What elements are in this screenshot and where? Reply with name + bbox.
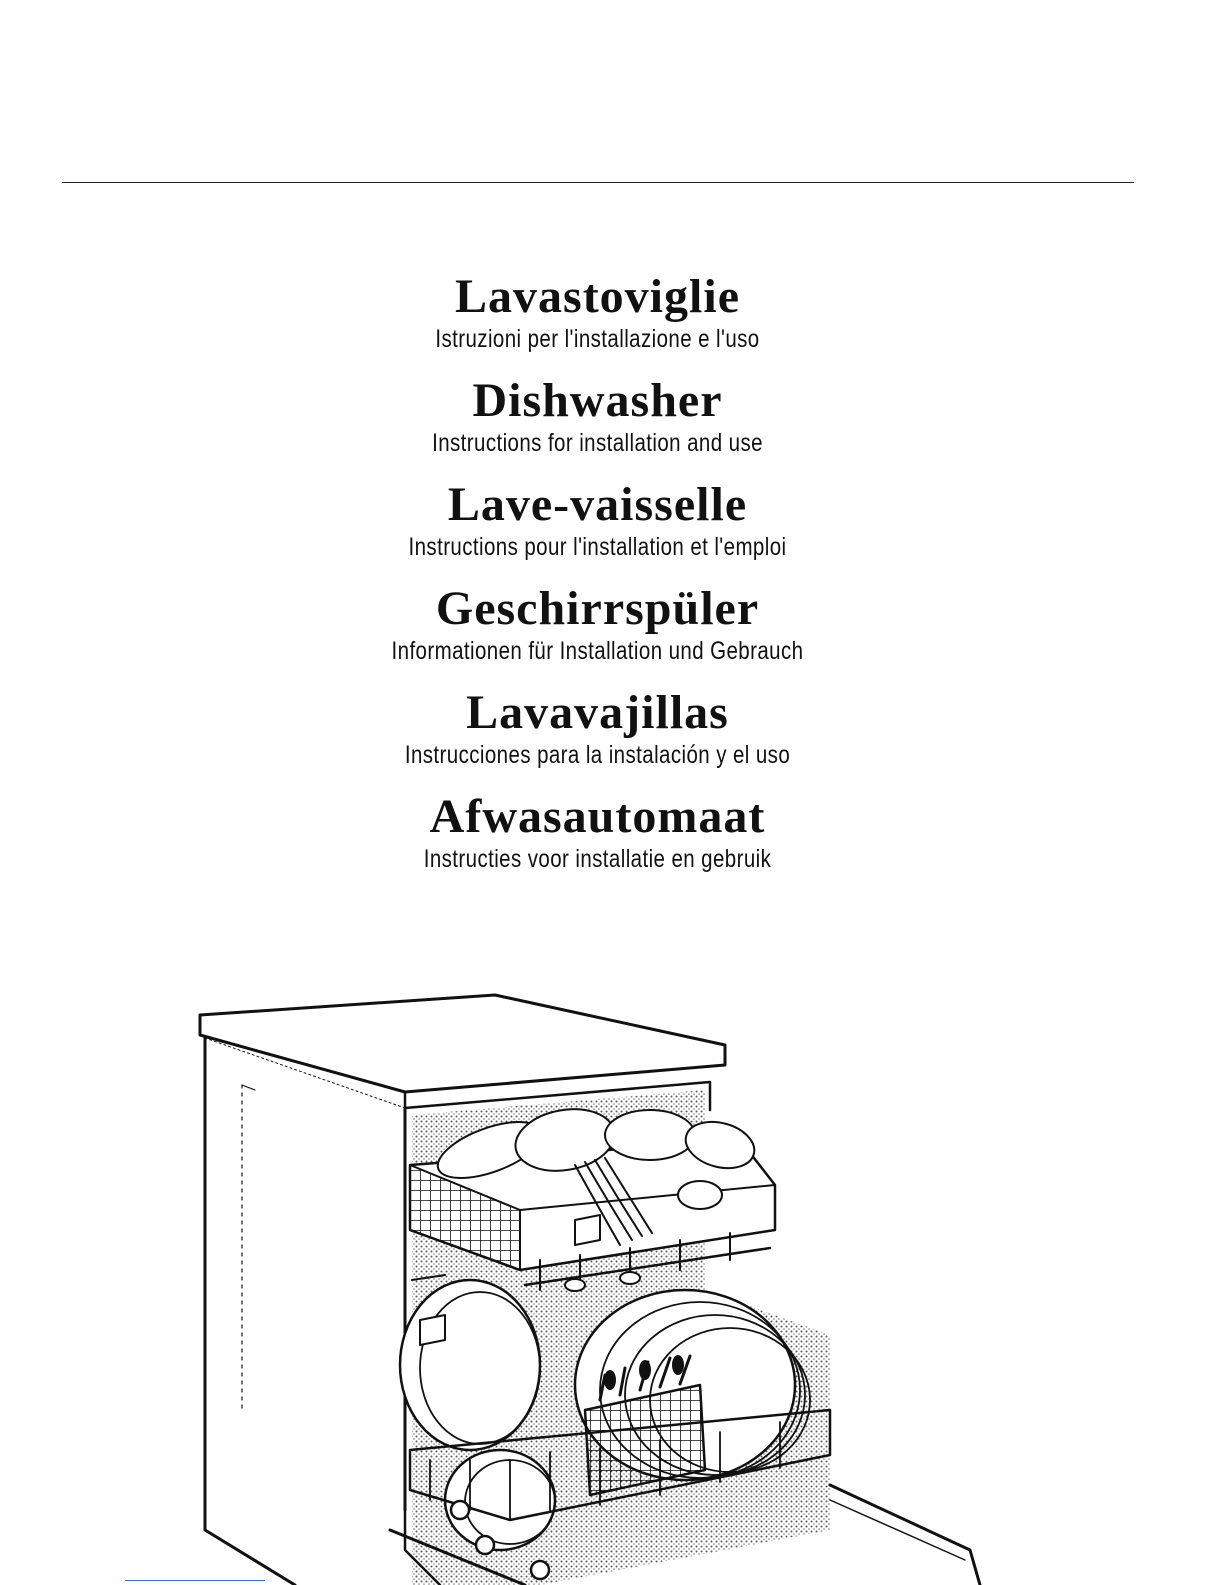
language-block-english bbox=[0, 374, 1195, 458]
bottom-divider bbox=[125, 1580, 265, 1581]
language-block-french bbox=[0, 478, 1195, 562]
language-block-spanish bbox=[0, 686, 1195, 770]
title-spanish: Lavavajillas bbox=[466, 686, 729, 739]
subtitle-dutch: Instructies voor installatie en gebruik bbox=[423, 845, 772, 873]
subtitle-german: Informationen für Installation und Gebrauch bbox=[391, 637, 804, 665]
title-italian: Lavastoviglie bbox=[455, 270, 740, 323]
title-german: Geschirrspüler bbox=[435, 582, 760, 635]
top-divider bbox=[62, 182, 1134, 183]
title-dutch: Afwasautomaat bbox=[429, 790, 766, 843]
subtitle-french: Instructions pour l'installation et l'emploi bbox=[408, 533, 787, 561]
language-block-italian bbox=[0, 270, 1195, 354]
subtitle-italian: Istruzioni per l'installazione e l'uso bbox=[435, 325, 760, 353]
language-block-german bbox=[0, 582, 1195, 666]
subtitle-spanish: Instrucciones para la instalación y el uso bbox=[404, 741, 791, 769]
dishwasher-illustration-icon bbox=[180, 990, 1000, 1585]
title-english: Dishwasher bbox=[472, 374, 723, 427]
title-french: Lave-vaisselle bbox=[447, 478, 748, 531]
language-block-dutch bbox=[0, 790, 1195, 874]
title-list bbox=[0, 270, 1195, 894]
subtitle-english: Instructions for installation and use bbox=[432, 429, 763, 457]
